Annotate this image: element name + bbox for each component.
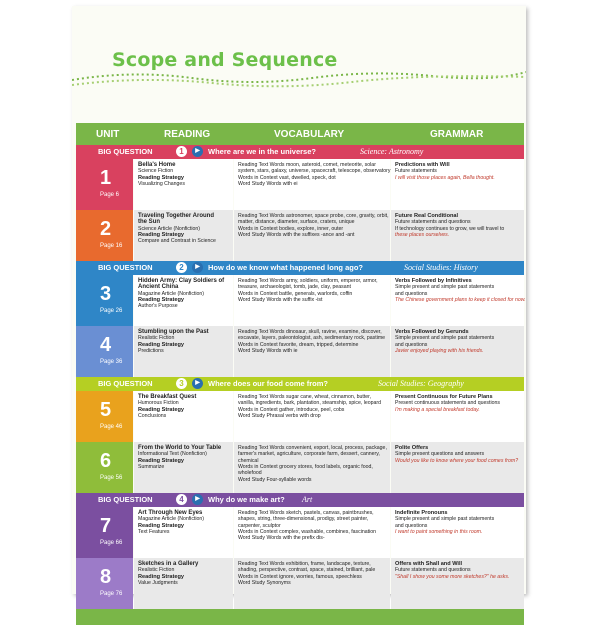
vocab-line: vanilla, ingredients, bark, plantation, steamship, spice, leopard: [238, 400, 382, 407]
reading-line: Traveling Together Around: [138, 213, 215, 219]
unit-number: 8: [100, 566, 112, 588]
reading-line: Reading Strategy: [138, 573, 185, 580]
play-icon[interactable]: ▶: [192, 146, 203, 157]
unit-cell: [76, 210, 133, 261]
grammar-cell: [391, 210, 524, 261]
big-question-label: BIG QUESTION: [98, 495, 153, 504]
vocab-line: Reading Text Words sugar cane, wheat, cinnamon, butter,: [238, 394, 372, 400]
unit-row: [76, 275, 524, 326]
reading-line: Humorous Fiction: [138, 400, 179, 407]
reading-line: Visualizing Changes: [138, 180, 185, 187]
big-question-label: BIG QUESTION: [98, 379, 153, 388]
grammar-cell: [391, 326, 524, 377]
big-question-subject: Science: Astronomy: [360, 147, 424, 156]
reading-cell: [134, 442, 233, 493]
reading-cell: [134, 391, 233, 442]
vocab-line: wholefood: [238, 470, 262, 477]
big-question-number: 2: [176, 262, 187, 273]
unit-row: [76, 326, 524, 377]
vocab-line: Reading Text Words dinosaur, skull, ravine, examine, discover,: [238, 329, 382, 335]
big-question-label: BIG QUESTION: [98, 263, 153, 272]
play-icon[interactable]: ▶: [192, 494, 203, 505]
reading-line: Art Through New Eyes: [138, 510, 203, 516]
grammar-line: Predictions with Will: [395, 162, 450, 168]
vocab-line: Word Study Phrasal verbs with drop: [238, 412, 321, 419]
unit-page: Page 26: [100, 308, 123, 314]
grammar-line: Polite Offers: [395, 445, 429, 451]
vocabulary-cell: [234, 326, 390, 377]
header-vocabulary: VOCABULARY: [274, 129, 345, 140]
reading-line: Reading Strategy: [138, 296, 185, 303]
reading-line: Value Judgments: [138, 579, 178, 586]
reading-line: Ancient China: [138, 284, 179, 291]
vocab-line: shapes, string, three-dimensional, prodigy, street painter,: [238, 516, 369, 523]
vocab-line: Reading Text Words moon, asteroid, comet, meteorite, solar: [238, 162, 376, 168]
unit-number: 1: [100, 167, 112, 189]
reading-line: Compare and Contrast in Science: [138, 238, 216, 245]
vocab-line: Words in Context battle, generals, warlords, coffin: [238, 290, 353, 297]
unit-cell: [76, 275, 133, 326]
table-footer-bar: [76, 609, 524, 625]
reading-line: Reading Strategy: [138, 406, 185, 413]
big-question-number: 4: [176, 494, 187, 505]
reading-line: Author's Purpose: [138, 303, 178, 310]
grammar-cell: [391, 442, 524, 493]
grammar-line: Simple present questions and answers: [395, 451, 485, 458]
reading-cell: [134, 275, 233, 326]
vocab-line: Words in Context ignore, worries, famous, speechless: [238, 573, 362, 580]
big-question-label: BIG QUESTION: [98, 147, 153, 156]
vocab-line: Word Study Synonyms: [238, 579, 291, 586]
vocab-line: matter, distance, diameter, surface, craters, unique: [238, 219, 355, 226]
grammar-line: Offers with Shall and Will: [395, 561, 463, 567]
vocabulary-cell: [234, 442, 390, 493]
reading-line: The Breakfast Quest: [138, 394, 197, 400]
vocab-line: Words in Context bodies, explore, inner, outer: [238, 225, 344, 232]
vocab-line: farmer's market, agriculture, corporate farm, dessert, cannery,: [238, 451, 380, 458]
unit-cell: [76, 558, 133, 609]
unit-page: Page 6: [100, 192, 120, 198]
grammar-line: Simple present and simple past statements: [395, 516, 495, 523]
grammar-line: I will visit those places again, Bella thought.: [395, 174, 495, 181]
reading-line: Conclusions: [138, 412, 167, 419]
vocab-line: Reading Text Words army, soldiers, uniform, emperor, armor,: [238, 278, 378, 284]
grammar-cell: [391, 558, 524, 609]
reading-cell: [134, 159, 233, 210]
vocab-line: Word Study Words with the prefix dis-: [238, 535, 325, 542]
vocab-line: Words in Context complex, washable, combines, fascination: [238, 528, 377, 535]
reading-line: Informational Text (Nonfiction): [138, 451, 207, 458]
grammar-line: The Chinese government plans to keep it closed for now.: [395, 296, 526, 303]
reading-cell: [134, 558, 233, 609]
unit-cell: [76, 159, 133, 210]
unit-number: 3: [100, 283, 112, 305]
unit-page: Page 56: [100, 475, 123, 481]
vocab-line: excavate, layers, paleontologist, ash, sedimentary rock, pastime: [238, 335, 386, 342]
header-grammar: GRAMMAR: [430, 129, 484, 140]
reading-line: Bella's Home: [138, 162, 176, 168]
header-unit: UNIT: [96, 129, 120, 140]
vocab-line: chemical: [238, 457, 259, 464]
reading-line: Realistic Fiction: [138, 335, 175, 342]
unit-number: 7: [100, 515, 112, 537]
reading-line: Magazine Article (Nonfiction): [138, 516, 205, 523]
unit-row: [76, 210, 524, 261]
grammar-cell: [391, 159, 524, 210]
play-icon[interactable]: ▶: [192, 262, 203, 273]
grammar-line: I want to paint something in this room.: [395, 528, 483, 535]
grammar-line: Future statements and questions: [395, 219, 471, 226]
grammar-line: and questions: [395, 290, 428, 297]
big-question-number: 1: [176, 146, 187, 157]
reading-line: Reading Strategy: [138, 522, 185, 529]
play-icon[interactable]: ▶: [192, 378, 203, 389]
vocab-line: Words in Context gather, introduce, peel, cobs: [238, 406, 345, 413]
grammar-line: Future Real Conditional: [395, 213, 459, 219]
big-question-text: Where does our food come from?: [208, 379, 329, 388]
grammar-line: Future statements: [395, 168, 437, 175]
reading-line: Text Features: [138, 528, 170, 535]
unit-page: Page 46: [100, 424, 123, 430]
vocabulary-cell: [234, 159, 390, 210]
unit-cell: [76, 507, 133, 558]
unit-row: [76, 159, 524, 210]
reading-line: Reading Strategy: [138, 231, 185, 238]
reading-line: Science Article (Nonfiction): [138, 225, 200, 232]
page-title: Scope and Sequence: [112, 49, 338, 71]
grammar-line: these places ourselves.: [395, 231, 450, 238]
vocab-line: Reading Text Words astronomer, space probe, core, gravity, orbit,: [238, 213, 389, 219]
grammar-line: Verbs Followed by Infinitives: [395, 278, 472, 284]
grammar-cell: [391, 391, 524, 442]
reading-line: Realistic Fiction: [138, 567, 175, 574]
vocab-line: system, stars, galaxy, universe, spacecraft, telescope, observatory: [238, 168, 391, 175]
vocab-line: Word Study Words with ie: [238, 347, 298, 354]
big-question-text: Why do we make art?: [208, 495, 285, 504]
vocabulary-cell: [234, 391, 390, 442]
unit-cell: [76, 326, 133, 377]
vocab-line: treasure, archaeologist, tomb, jade, clay, peasant: [238, 284, 351, 291]
unit-cell: [76, 391, 133, 442]
vocabulary-cell: [234, 558, 390, 609]
vocab-line: Words in Context grocery stores, food labels, organic food,: [238, 463, 373, 470]
grammar-line: Verbs Followed by Gerunds: [395, 329, 469, 335]
header-reading: READING: [164, 129, 211, 140]
reading-line: Reading Strategy: [138, 174, 185, 181]
big-question-bar: [76, 145, 524, 159]
scope-table: [76, 123, 524, 625]
reading-line: Summarize: [138, 463, 165, 470]
big-question-text: How do we know what happened long ago?: [208, 263, 363, 272]
vocab-line: carpenter, sculptor: [238, 522, 281, 529]
unit-row: [76, 391, 524, 442]
reading-line: From the World to Your Table: [138, 445, 222, 451]
unit-row: [76, 507, 524, 558]
vocab-line: Reading Text Words convenient, export, local, process, package,: [238, 445, 387, 451]
grammar-line: Simple present and simple past statements: [395, 335, 495, 342]
reading-cell: [134, 507, 233, 558]
grammar-line: Simple present and simple past statements: [395, 284, 495, 291]
grammar-line: "Shall I show you some more sketches?" he asks.: [395, 573, 510, 580]
unit-page: Page 66: [100, 540, 123, 546]
big-question-subject: Art: [302, 495, 313, 504]
vocab-line: Word Study Words with ei: [238, 180, 298, 187]
reading-line: Stumbling upon the Past: [138, 329, 209, 335]
vocabulary-cell: [234, 210, 390, 261]
big-question-subject: Social Studies: History: [404, 263, 478, 272]
unit-row: [76, 442, 524, 493]
reading-line: Magazine Article (Nonfiction): [138, 290, 205, 297]
scope-and-sequence-page: [72, 6, 526, 597]
unit-page: Page 76: [100, 591, 123, 597]
unit-number: 4: [100, 334, 112, 356]
reading-line: Predictions: [138, 347, 164, 354]
dotted-wave-decoration: [72, 66, 526, 92]
unit-number: 2: [100, 218, 112, 240]
grammar-line: and questions: [395, 341, 428, 348]
unit-number: 6: [100, 450, 112, 472]
grammar-line: Would you like to know where your food comes from?: [395, 457, 519, 464]
grammar-line: If technology continues to grow, we will travel to: [395, 225, 505, 232]
vocabulary-cell: [234, 507, 390, 558]
vocab-line: Reading Text Words exhibition, frame, landscape, texture,: [238, 561, 371, 567]
big-question-bar: [76, 493, 524, 507]
grammar-line: Future statements and questions: [395, 567, 471, 574]
grammar-cell: [391, 507, 524, 558]
reading-line: the Sun: [138, 219, 160, 226]
vocab-line: Word Study Words with the suffix -ist: [238, 296, 323, 303]
big-question-number: 3: [176, 378, 187, 389]
vocabulary-cell: [234, 275, 390, 326]
big-question-bar: [76, 261, 524, 275]
unit-number: 5: [100, 399, 112, 421]
reading-cell: [134, 326, 233, 377]
big-question-subject: Social Studies: Geography: [378, 379, 464, 388]
grammar-line: Present continuous statements and questions: [395, 400, 500, 407]
grammar-line: I'm making a special breakfast today.: [395, 406, 480, 413]
vocab-line: shading, perspective, contrast, space, stained, brilliant, pale: [238, 567, 376, 574]
vocab-line: Word Study Words with the suffixes -ance and -ant: [238, 231, 355, 238]
grammar-line: Indefinite Pronouns: [395, 510, 448, 516]
vocab-line: Word Study Four-syllable words: [238, 476, 312, 483]
vocab-line: Words in Context vast, dwelled, speck, dot: [238, 174, 336, 181]
grammar-line: Javier enjoyed playing with his friends.: [395, 347, 484, 354]
reading-line: Reading Strategy: [138, 341, 185, 348]
grammar-line: and questions: [395, 522, 428, 529]
reading-line: Hidden Army: Clay Soldiers of: [138, 278, 225, 284]
unit-page: Page 36: [100, 359, 123, 365]
reading-line: Science Fiction: [138, 168, 174, 175]
big-question-text: Where are we in the universe?: [208, 147, 316, 156]
vocab-line: Words in Context favorite, dream, tripped, determine: [238, 341, 359, 348]
grammar-cell: [391, 275, 524, 326]
big-question-bar: [76, 377, 524, 391]
unit-page: Page 16: [100, 243, 123, 249]
unit-row: [76, 558, 524, 609]
reading-line: Sketches in a Gallery: [138, 561, 199, 567]
table-header-row: [76, 123, 524, 145]
grammar-line: Present Continuous for Future Plans: [395, 394, 493, 400]
reading-line: Reading Strategy: [138, 457, 185, 464]
reading-cell: [134, 210, 233, 261]
unit-cell: [76, 442, 133, 493]
vocab-line: Reading Text Words sketch, pastels, canvas, paintbrushes,: [238, 510, 374, 516]
